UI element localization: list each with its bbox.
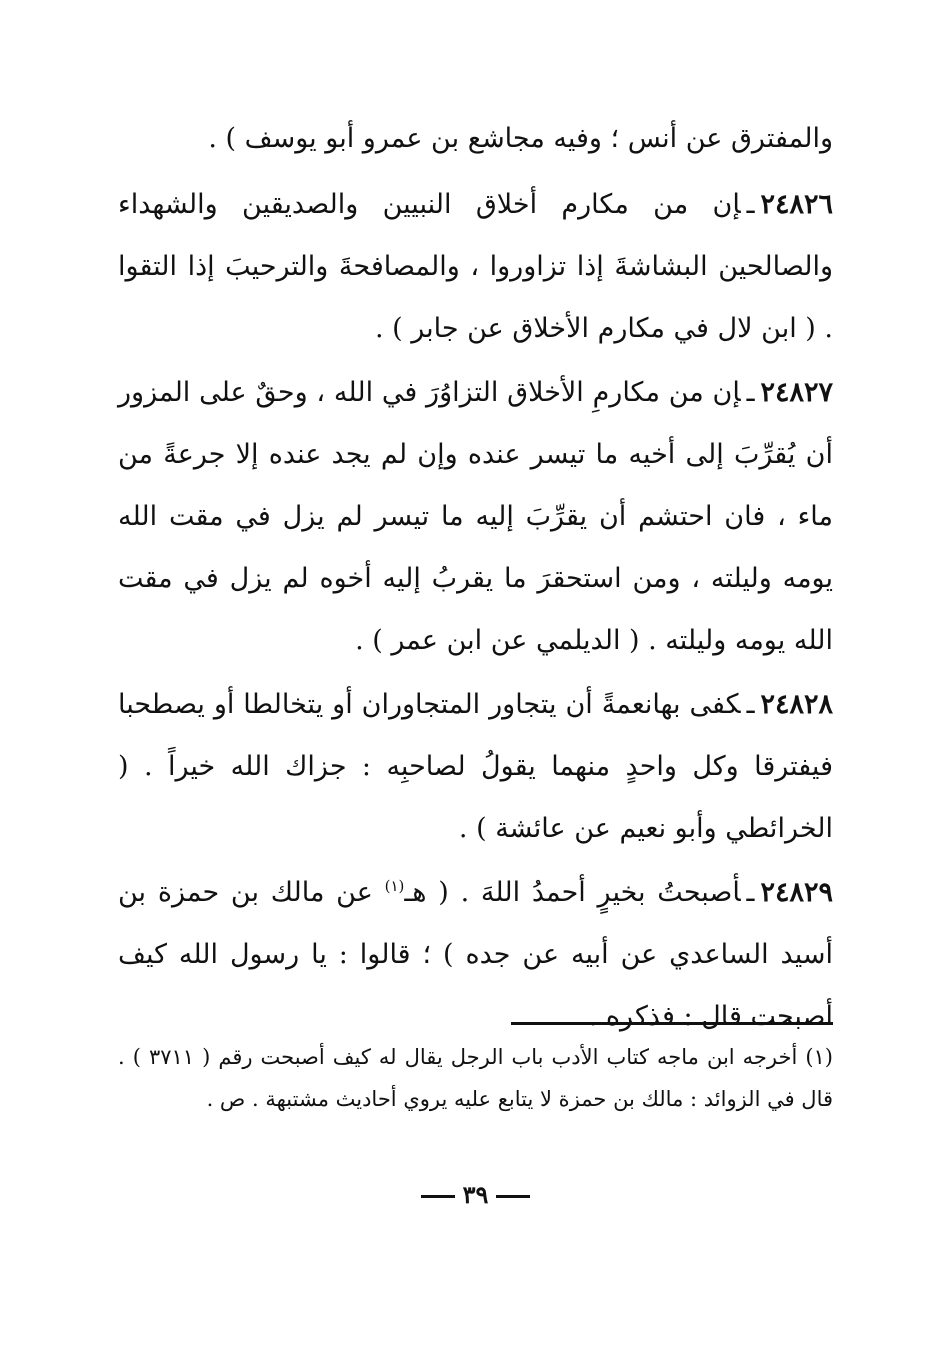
entry-text: عن مالك بن حمزة بن أسيد الساعدي عن أبيه عن جده ) ؛ قالوا : يا رسول الله كيف أصبحت قال : فذكره . [118, 877, 833, 1032]
entry-text: إن من مكارمِ الأخلاق التزاوُرَ في الله ، وحقٌ على المزور أن يُقرِّبَ إلى أخيه ما تيسر عنده وإن لم يجد عنده إلا جرعةً من ماء ، فان احتشم أن يقرِّبَ إليه ما تيسر لم يزل في مقت الله يومه وليلته ، ومن استحقرَ ما يقربُ إليه أخوه لم يزل في مقت الله يومه وليلته . ( الديلمي عن ابن عمر ) . [118, 377, 833, 656]
entry-number: ٢٤٨٢٩ [760, 877, 833, 908]
entry-dash: ـ [746, 877, 755, 908]
hadith-entry [118, 362, 833, 672]
footnote-marker: (١) [805, 1045, 833, 1069]
page-number-value: ٣٩ [462, 1180, 489, 1209]
entry-text: إن من مكارم أخلاق النبيين والصديقين والشهداء والصالحين البشاشةَ إذا تزاوروا ، والمصافحةَ والترحيبَ إذا التقوا . ( ابن لال في مكارم الأخلاق عن جابر ) . [118, 189, 833, 344]
entry-text: كفى بهانعمةً أن يتجاور المتجاوران أو يتخالطا أو يصطحبا فيفترقا وكل واحدٍ منهما يقولُ لصاحبِه : جزاك الله خيراً . ( الخرائطي وأبو نعيم عن عائشة ) . [118, 689, 833, 844]
footnote-reference: (١) [384, 877, 405, 895]
hadith-entry [118, 674, 833, 860]
entry-dash: ـ [746, 189, 755, 220]
entry-number: ٢٤٨٢٧ [760, 377, 833, 408]
hadith-entry [118, 862, 833, 1048]
footnote-text: أخرجه ابن ماجه كتاب الأدب باب الرجل يقال له كيف أصبحت رقم ( ٣٧١١ ) . قال في الزوائد : مالك بن حمزة لا يتابع عليه يروي أحاديث مشتبهة . ص . [118, 1045, 833, 1111]
entry-dash: ـ [746, 377, 755, 408]
entry-number: ٢٤٨٢٨ [760, 689, 833, 720]
page-number-dash [496, 1195, 530, 1198]
intro-line: والمفترق عن أنس ؛ وفيه مجاشع بن عمرو أبو يوسف ) . [208, 123, 833, 154]
entry-text: أصبحتُ بخيرٍ أحمدُ اللهَ . ( هـ [404, 877, 741, 908]
entry-dash: ـ [746, 689, 755, 720]
footnote-separator [511, 1022, 833, 1025]
book-page [118, 108, 833, 1297]
footnote [118, 1036, 833, 1120]
entry-number: ٢٤٨٢٦ [760, 189, 833, 220]
hadith-entry [118, 174, 833, 360]
page-number-dash [421, 1195, 455, 1198]
page-number [118, 1180, 833, 1209]
